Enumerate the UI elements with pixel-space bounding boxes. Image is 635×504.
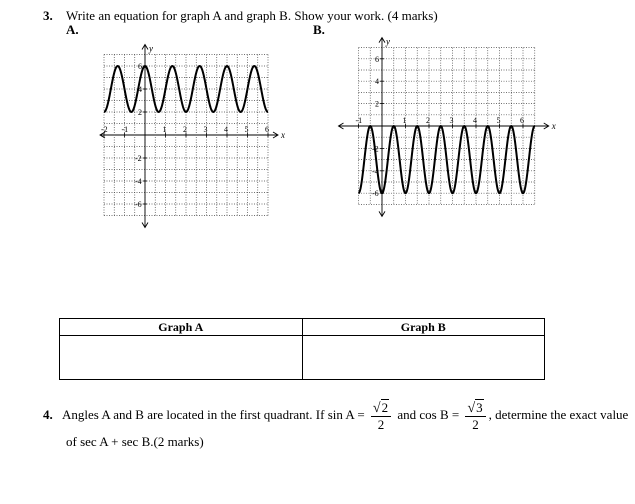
graph-a-work-cell[interactable] — [60, 336, 303, 380]
x-tick-label: 5 — [496, 116, 501, 125]
sin-a-fraction — [371, 400, 391, 432]
x-tick-label: -2 — [101, 125, 108, 134]
x-tick-label: -1 — [121, 125, 129, 134]
sinusoid-curve — [359, 126, 535, 193]
table-header-graph-b: Graph B — [302, 319, 545, 336]
table-header-graph-a: Graph A — [60, 319, 303, 336]
x-tick-label: 4 — [473, 116, 477, 125]
question-4-text-1: Angles A and B are located in the first quadrant. If sin A = — [62, 406, 365, 422]
graph-b-curve — [359, 126, 535, 193]
work-table — [59, 318, 545, 380]
x-tick-label: 1 — [402, 116, 407, 125]
x-tick-label: 5 — [244, 125, 249, 134]
graph-b-x-axis-label: x — [551, 121, 556, 131]
y-tick-label: 2 — [375, 99, 379, 109]
graph-b-work-cell[interactable] — [302, 336, 545, 380]
x-tick-label: 3 — [449, 116, 454, 125]
sin-a-numerator: 2 — [381, 400, 389, 415]
graph-a-label: A. — [66, 22, 79, 37]
y-tick-label: 6 — [375, 54, 379, 64]
sqrt-symbol: √ — [467, 401, 476, 416]
x-tick-label: 4 — [224, 125, 228, 134]
sin-a-denominator: 2 — [377, 417, 385, 432]
graph-b-label: B. — [313, 22, 325, 37]
graph-a-y-axis-label: y — [149, 43, 153, 54]
y-tick-label: 2 — [138, 108, 142, 117]
cos-b-fraction — [465, 400, 485, 432]
x-tick-label: 1 — [162, 125, 167, 134]
y-tick-label: -2 — [372, 144, 379, 154]
question-4-number: 4. — [43, 406, 53, 422]
cos-b-numerator: 3 — [476, 400, 483, 415]
question-4-text-3: , determine the exact value — [488, 406, 629, 422]
graph-b — [330, 24, 556, 238]
y-tick-label: 4 — [138, 85, 142, 94]
y-tick-label: 4 — [375, 77, 379, 87]
graph-a — [90, 24, 300, 238]
x-tick-label: 2 — [426, 116, 430, 125]
y-tick-label: -2 — [135, 154, 142, 163]
question-4-text-2: and cos B = — [397, 406, 460, 422]
x-tick-label: 3 — [203, 125, 208, 134]
y-tick-label: -4 — [135, 177, 142, 186]
x-tick-label: 2 — [183, 125, 187, 134]
sqrt-symbol: √ — [372, 401, 381, 416]
x-tick-label: 6 — [520, 116, 524, 125]
y-tick-label: -4 — [372, 166, 379, 176]
question-4-text-line-2: of sec A + sec B.(2 marks) — [66, 434, 204, 449]
y-tick-label: -6 — [135, 200, 142, 209]
y-tick-label: -6 — [372, 189, 379, 199]
x-tick-label: 6 — [265, 125, 269, 134]
x-tick-label: -1 — [355, 116, 363, 125]
graph-b-y-axis-label: y — [386, 36, 390, 47]
graph-a-x-axis-label: x — [281, 130, 285, 140]
question-4-line-1 — [43, 400, 633, 432]
y-tick-label: 6 — [138, 62, 142, 71]
question-3-number: 3. — [43, 8, 53, 23]
cos-b-denominator: 2 — [472, 417, 479, 432]
question-3-text: Write an equation for graph A and graph B. Show your work. (4 marks) — [66, 8, 438, 23]
